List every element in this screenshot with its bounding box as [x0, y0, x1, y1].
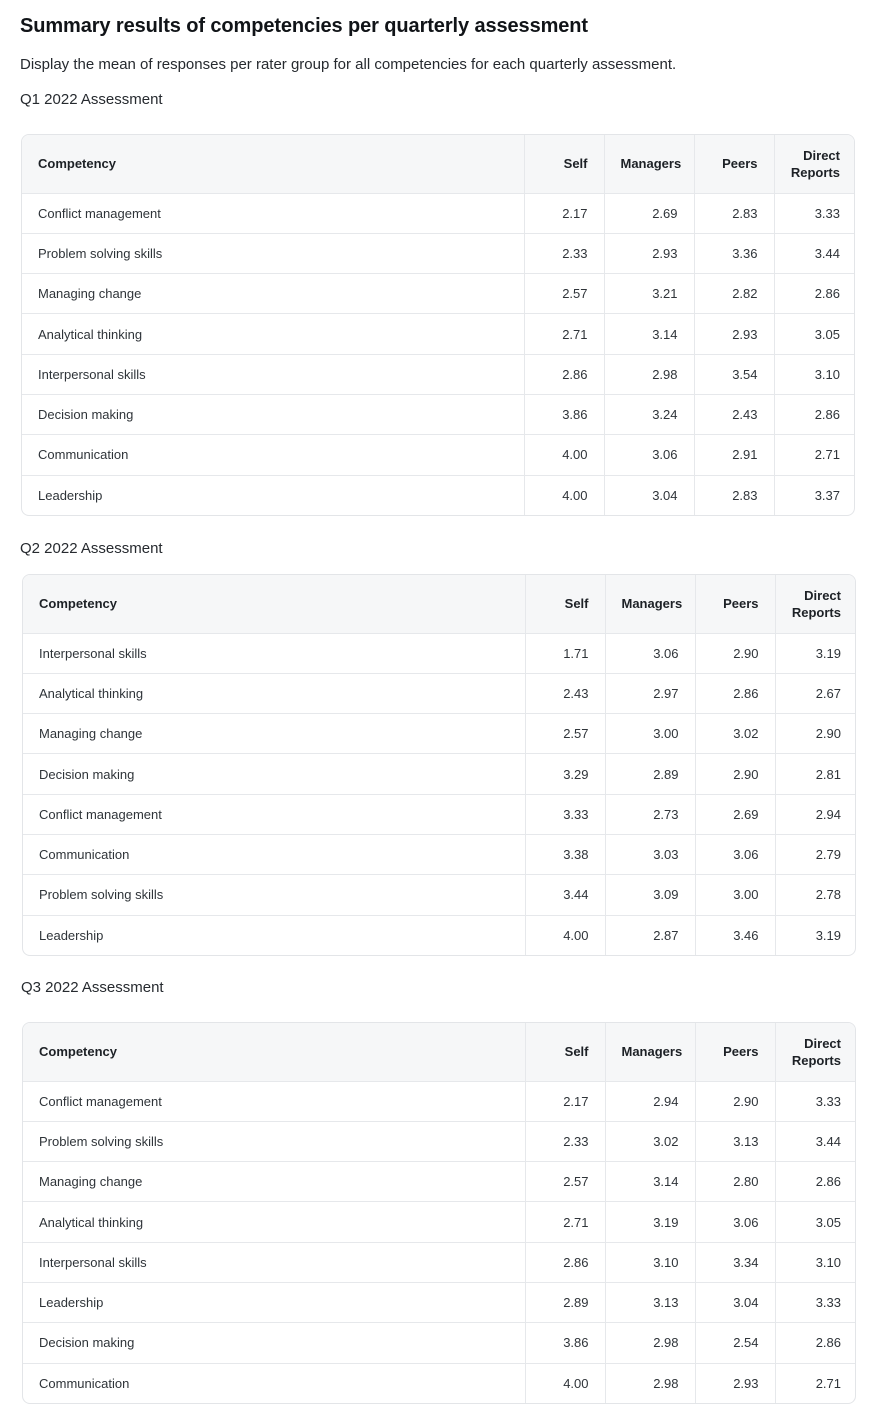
- peers-score-cell: 2.86: [695, 673, 775, 713]
- column-header-direct-reports: Direct Reports: [774, 135, 855, 193]
- self-score-cell: 4.00: [525, 1363, 605, 1403]
- peers-score-cell: 2.91: [694, 435, 774, 475]
- column-header-peers: Peers: [694, 135, 774, 193]
- table-row: [22, 193, 855, 233]
- table-row: [23, 1363, 856, 1403]
- managers-score-cell: 3.14: [604, 314, 694, 354]
- self-score-cell: 4.00: [524, 475, 604, 515]
- competency-cell: Communication: [39, 1375, 130, 1391]
- peers-score-cell: 3.04: [695, 1282, 775, 1322]
- column-header-competency: Competency: [22, 135, 524, 193]
- peers-score-cell: 2.43: [694, 394, 774, 434]
- managers-score-cell: 3.24: [604, 394, 694, 434]
- managers-score-cell: 3.13: [605, 1282, 695, 1322]
- column-header-competency: Competency: [23, 1023, 525, 1081]
- peers-score-cell: 2.93: [695, 1363, 775, 1403]
- self-score-cell: 1.71: [525, 633, 605, 673]
- table-row: [22, 475, 855, 515]
- column-header-self: Self: [524, 135, 604, 193]
- results-table: [23, 1023, 856, 1403]
- self-score-cell: 2.43: [525, 673, 605, 713]
- peers-score-cell: 2.69: [695, 794, 775, 834]
- competency-cell: Analytical thinking: [23, 673, 525, 713]
- self-score-cell: 2.33: [524, 233, 604, 273]
- column-header-competency: Competency: [23, 575, 525, 633]
- column-header-self: Self: [525, 1023, 605, 1081]
- peers-score-cell: 2.80: [695, 1162, 775, 1202]
- peers-score-cell: 3.36: [694, 233, 774, 273]
- table-row: [22, 435, 855, 475]
- self-score-cell: 3.33: [525, 794, 605, 834]
- column-header-peers: Peers: [695, 1023, 775, 1081]
- self-score-cell: 3.29: [525, 754, 605, 794]
- direct-reports-score-cell: 2.71: [774, 435, 855, 475]
- self-score-cell: 3.86: [525, 1323, 605, 1363]
- competency-cell: Decision making: [23, 1323, 525, 1363]
- peers-score-cell: 3.06: [695, 1202, 775, 1242]
- self-score-cell: 3.38: [525, 834, 605, 874]
- direct-reports-score-cell: 3.44: [774, 233, 855, 273]
- self-score-cell: 2.86: [524, 354, 604, 394]
- table-header-row: [23, 575, 856, 633]
- table-row: [23, 1081, 856, 1121]
- column-header-managers: Managers: [605, 1023, 695, 1081]
- competency-cell: Leadership: [38, 487, 103, 503]
- managers-score-cell: 3.09: [605, 875, 695, 915]
- competency-cell: Decision making: [23, 754, 525, 794]
- direct-reports-score-cell: 2.86: [775, 1323, 856, 1363]
- direct-reports-score-cell: 2.86: [774, 394, 855, 434]
- table-row: [23, 1282, 856, 1322]
- table-row: [23, 754, 856, 794]
- table-row: [23, 1242, 856, 1282]
- self-score-cell: 2.71: [525, 1202, 605, 1242]
- competency-cell: Interpersonal skills: [23, 633, 525, 673]
- page-title: Summary results of competencies per quarterly assessment: [20, 15, 588, 37]
- assessment-table: [21, 134, 855, 516]
- managers-score-cell: 2.69: [604, 193, 694, 233]
- managers-score-cell: 3.03: [605, 834, 695, 874]
- assessment-title: Q2 2022 Assessment: [20, 540, 163, 557]
- peers-score-cell: 2.82: [694, 274, 774, 314]
- peers-score-cell: 3.13: [695, 1121, 775, 1161]
- competency-cell: Problem solving skills: [22, 233, 524, 273]
- table-header-row: [22, 135, 855, 193]
- self-score-cell: 4.00: [524, 435, 604, 475]
- assessment-table: [22, 574, 856, 956]
- peers-score-cell: 3.06: [695, 834, 775, 874]
- table-row: [23, 1162, 856, 1202]
- peers-score-cell: 2.54: [695, 1323, 775, 1363]
- competency-cell: Managing change: [22, 274, 524, 314]
- competency-cell: Interpersonal skills: [23, 1242, 525, 1282]
- assessment-table: [22, 1022, 856, 1404]
- managers-score-cell: 2.89: [605, 754, 695, 794]
- table-row: [23, 1121, 856, 1161]
- self-score-cell: 2.17: [524, 193, 604, 233]
- column-header-direct-reports: Direct Reports: [775, 575, 856, 633]
- managers-score-cell: 2.93: [604, 233, 694, 273]
- table-row: [23, 673, 856, 713]
- direct-reports-score-cell: 3.10: [774, 354, 855, 394]
- peers-score-cell: 2.93: [694, 314, 774, 354]
- competency-cell: Leadership: [39, 927, 104, 943]
- results-table: [22, 135, 855, 515]
- direct-reports-score-cell: 3.19: [775, 915, 856, 955]
- competency-cell: Problem solving skills: [23, 875, 525, 915]
- table-row: [22, 233, 855, 273]
- table-header-row: [23, 1023, 856, 1081]
- self-score-cell: 2.57: [525, 1162, 605, 1202]
- competency-cell: Analytical thinking: [23, 1202, 525, 1242]
- managers-score-cell: 2.98: [605, 1323, 695, 1363]
- managers-score-cell: 2.97: [605, 673, 695, 713]
- peers-score-cell: 2.90: [695, 1081, 775, 1121]
- table-row: [23, 1202, 856, 1242]
- competency-cell: Conflict management: [22, 193, 524, 233]
- column-header-managers: Managers: [604, 135, 694, 193]
- competency-cell: Analytical thinking: [22, 314, 524, 354]
- managers-score-cell: 3.02: [605, 1121, 695, 1161]
- competency-cell: Managing change: [23, 1162, 525, 1202]
- table-row: [23, 633, 856, 673]
- direct-reports-score-cell: 2.94: [775, 794, 856, 834]
- self-score-cell: 2.86: [525, 1242, 605, 1282]
- peers-score-cell: 2.90: [695, 633, 775, 673]
- direct-reports-score-cell: 2.78: [775, 875, 856, 915]
- managers-score-cell: 3.19: [605, 1202, 695, 1242]
- direct-reports-score-cell: 2.71: [775, 1363, 856, 1403]
- direct-reports-score-cell: 3.05: [774, 314, 855, 354]
- table-row: [22, 274, 855, 314]
- managers-score-cell: 2.94: [605, 1081, 695, 1121]
- assessment-title: Q1 2022 Assessment: [20, 91, 163, 108]
- direct-reports-score-cell: 3.44: [775, 1121, 856, 1161]
- table-row: [22, 394, 855, 434]
- table-row: [23, 915, 856, 955]
- direct-reports-score-cell: 2.67: [775, 673, 856, 713]
- competency-cell: Problem solving skills: [23, 1121, 525, 1161]
- table-row: [22, 314, 855, 354]
- table-row: [22, 354, 855, 394]
- managers-score-cell: 3.06: [605, 633, 695, 673]
- competency-cell: Leadership: [23, 1282, 525, 1322]
- peers-score-cell: 3.34: [695, 1242, 775, 1282]
- table-row: [23, 875, 856, 915]
- direct-reports-score-cell: 2.86: [775, 1162, 856, 1202]
- managers-score-cell: 3.14: [605, 1162, 695, 1202]
- table-row: [23, 794, 856, 834]
- self-score-cell: 2.17: [525, 1081, 605, 1121]
- peers-score-cell: 2.90: [695, 754, 775, 794]
- managers-score-cell: 3.00: [605, 714, 695, 754]
- peers-score-cell: 2.83: [694, 193, 774, 233]
- managers-score-cell: 3.06: [604, 435, 694, 475]
- peers-score-cell: 3.46: [695, 915, 775, 955]
- self-score-cell: 2.57: [524, 274, 604, 314]
- column-header-managers: Managers: [605, 575, 695, 633]
- direct-reports-score-cell: 3.19: [775, 633, 856, 673]
- managers-score-cell: 3.21: [604, 274, 694, 314]
- column-header-direct-reports: Direct Reports: [775, 1023, 856, 1081]
- self-score-cell: 3.86: [524, 394, 604, 434]
- self-score-cell: 3.44: [525, 875, 605, 915]
- competency-cell: Managing change: [23, 714, 525, 754]
- managers-score-cell: 2.98: [605, 1363, 695, 1403]
- direct-reports-score-cell: 3.05: [775, 1202, 856, 1242]
- peers-score-cell: 3.02: [695, 714, 775, 754]
- page-subtitle: Display the mean of responses per rater group for all competencies for each quarterly assessment.: [20, 56, 677, 73]
- direct-reports-score-cell: 3.10: [775, 1242, 856, 1282]
- table-row: [23, 834, 856, 874]
- managers-score-cell: 2.98: [604, 354, 694, 394]
- direct-reports-score-cell: 2.90: [775, 714, 856, 754]
- self-score-cell: 2.89: [525, 1282, 605, 1322]
- assessment-title: Q3 2022 Assessment: [21, 979, 164, 996]
- self-score-cell: 2.33: [525, 1121, 605, 1161]
- competency-cell: Interpersonal skills: [22, 354, 524, 394]
- managers-score-cell: 2.73: [605, 794, 695, 834]
- competency-cell: Decision making: [22, 394, 524, 434]
- managers-score-cell: 3.10: [605, 1242, 695, 1282]
- peers-score-cell: 2.83: [694, 475, 774, 515]
- competency-cell: Conflict management: [23, 1081, 525, 1121]
- competency-cell: Communication: [23, 834, 525, 874]
- competency-cell: Communication: [22, 435, 524, 475]
- self-score-cell: 4.00: [525, 915, 605, 955]
- direct-reports-score-cell: 3.33: [775, 1282, 856, 1322]
- table-row: [23, 1323, 856, 1363]
- competency-cell: Conflict management: [23, 794, 525, 834]
- managers-score-cell: 2.87: [605, 915, 695, 955]
- managers-score-cell: 3.04: [604, 475, 694, 515]
- column-header-peers: Peers: [695, 575, 775, 633]
- direct-reports-score-cell: 2.86: [774, 274, 855, 314]
- direct-reports-score-cell: 2.81: [775, 754, 856, 794]
- results-table: [23, 575, 856, 955]
- self-score-cell: 2.71: [524, 314, 604, 354]
- table-row: [23, 714, 856, 754]
- self-score-cell: 2.57: [525, 714, 605, 754]
- peers-score-cell: 3.54: [694, 354, 774, 394]
- direct-reports-score-cell: 3.33: [774, 193, 855, 233]
- direct-reports-score-cell: 2.79: [775, 834, 856, 874]
- direct-reports-score-cell: 3.37: [774, 475, 855, 515]
- column-header-self: Self: [525, 575, 605, 633]
- peers-score-cell: 3.00: [695, 875, 775, 915]
- direct-reports-score-cell: 3.33: [775, 1081, 856, 1121]
